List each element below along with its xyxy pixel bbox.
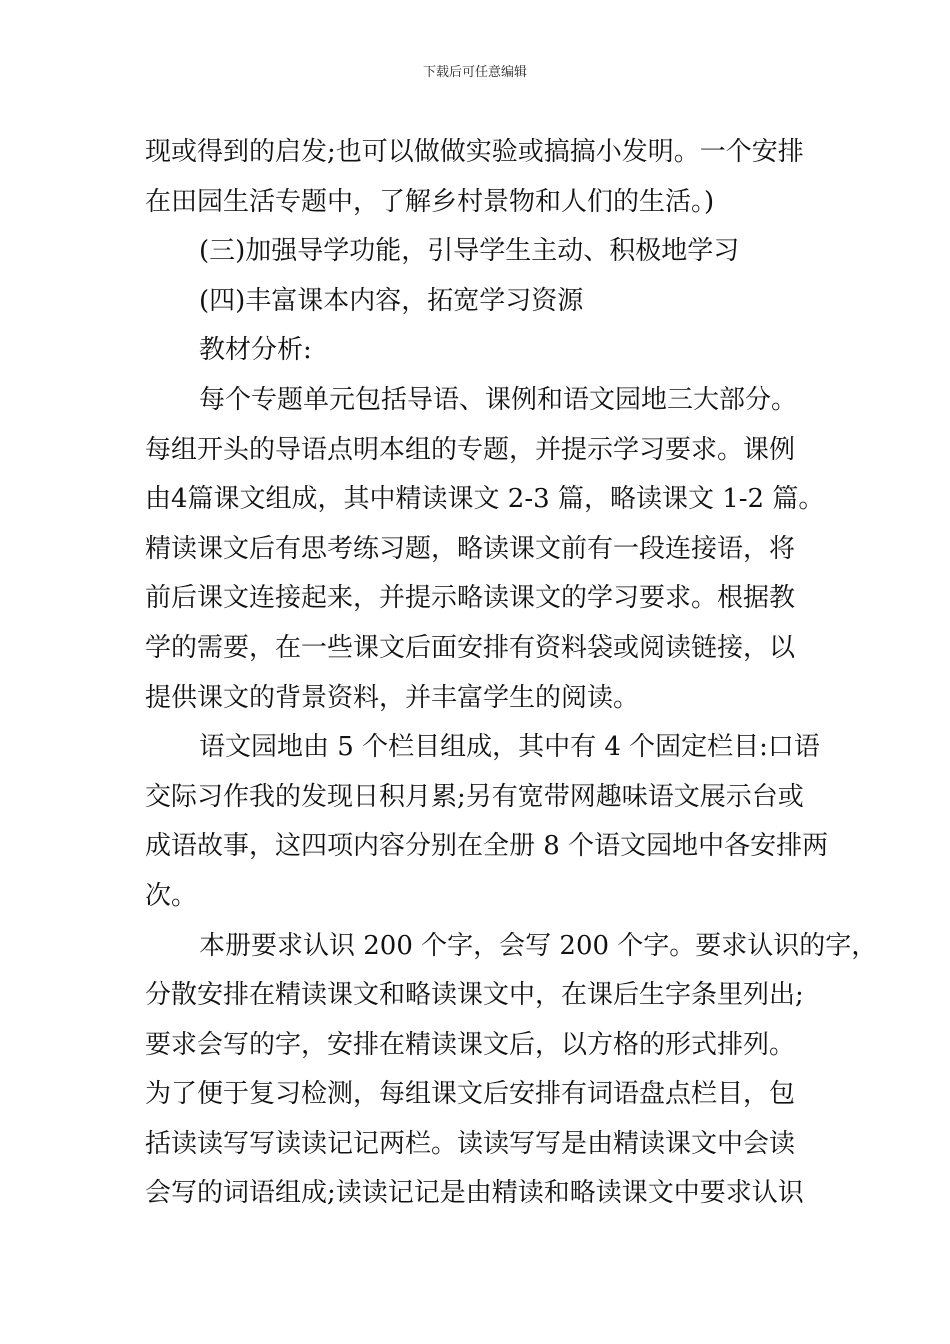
text-line: 学的需要，在一些课文后面安排有资料袋或阅读链接，以 <box>145 632 796 663</box>
text-line: (四)丰富课本内容，拓宽学习资源 <box>199 285 584 316</box>
page-header-note: 下载后可任意编辑 <box>422 65 527 80</box>
text-line: 在田园生活专题中，了解乡村景物和人们的生活。) <box>145 186 715 217</box>
text-line: 由4篇课文组成，其中精读课文 2-3 篇，略读课文 1-2 篇。 <box>145 484 825 515</box>
text-line: 会写的词语组成;读读记记是由精读和略读课文中要求认识 <box>145 1178 804 1209</box>
text-line: 分散安排在精读课文和略读课文中，在课后生字条里列出; <box>145 980 804 1011</box>
text-line: 现或得到的启发;也可以做做实验或搞搞小发明。一个安排 <box>145 137 804 167</box>
text-line: 精读课文后有思考练习题，略读课文前有一段连接语，将 <box>145 533 796 564</box>
text-line: 提供课文的背景资料，并丰富学生的阅读。 <box>145 682 640 713</box>
text-line: 成语故事，这四项内容分别在全册 8 个语文园地中各安排两 <box>145 831 829 862</box>
text-line: 教材分析: <box>199 335 312 366</box>
text-line: 本册要求认识 200 个字，会写 200 个字。要求认识的字， <box>199 930 878 961</box>
document-body <box>145 128 878 1219</box>
text-line: 前后课文连接起来，并提示略读课文的学习要求。根据教 <box>145 583 796 614</box>
text-line: 括读读写写读读记记两栏。读读写写是由精读课文中会读 <box>145 1128 796 1159</box>
text-line: 次。 <box>145 880 198 911</box>
text-line: (三)加强导学功能，引导学生主动、积极地学习 <box>199 236 740 267</box>
text-line: 每组开头的导语点明本组的专题，并提示学习要求。课例 <box>145 434 796 465</box>
text-line: 交际习作我的发现日积月累;另有宽带网趣味语文展示台或 <box>145 781 804 812</box>
text-line: 语文园地由 5 个栏目组成，其中有 4 个固定栏目:口语 <box>199 732 820 763</box>
text-line: 为了便于复习检测，每组课文后安排有词语盘点栏目，包 <box>145 1079 796 1110</box>
text-line: 要求会写的字，安排在精读课文后，以方格的形式排列。 <box>145 1029 796 1060</box>
text-line: 每个专题单元包括导语、课例和语文园地三大部分。 <box>199 384 798 415</box>
